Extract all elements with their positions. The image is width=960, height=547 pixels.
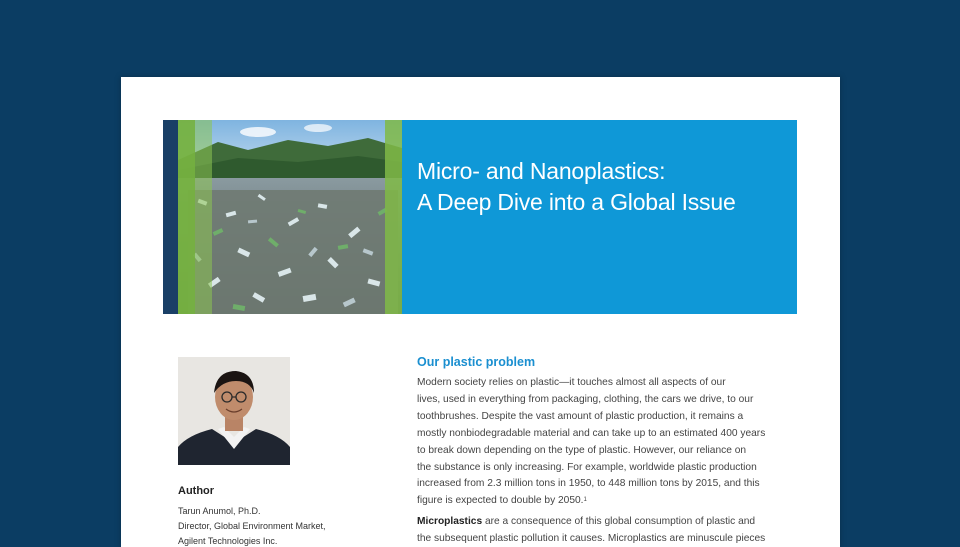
paragraph-line: increased from 2.3 million tons in 1950, to 448 million tons by 2015, and this [417,478,760,490]
footnote-marker: 1 [583,497,587,504]
banner-green-stripe [195,120,212,314]
paragraph-plastic-problem [417,375,799,510]
author-photo [178,357,290,465]
title-banner [163,120,797,314]
document-title [417,156,736,218]
paragraph-line: mostly nonbiodegradable material and can take up to an estimated 400 years [417,427,766,439]
author-role: Director, Global Environment Market, [178,521,326,531]
paragraph-line: lives, used in everything from packaging, clothing, the cars we drive, to our [417,393,754,405]
title-line-1: Micro- and Nanoplastics: [417,158,666,184]
paragraph-line [417,493,799,510]
paragraph-line-text: are a consequence of this global consumption of plastic and [482,516,756,527]
paragraph-microplastics [417,514,799,547]
paragraph-line: to break down depending on the type of plastic. However, our reliance on [417,444,747,456]
author-name: Tarun Anumol, Ph.D. [178,506,261,516]
banner-green-stripe [178,120,195,314]
author-organization: Agilent Technologies Inc. [178,536,278,546]
banner-navy-strip [163,120,178,314]
bold-term: Microplastics [417,516,483,527]
author-label: Author [178,485,215,497]
paragraph-line: the subsequent plastic pollution it causes. Microplastics are minuscule pieces [417,532,766,544]
paragraph-line: the substance is only increasing. For example, worldwide plastic production [417,461,757,473]
paragraph-line: toothbrushes. Despite the vast amount of plastic production, it remains a [417,410,744,422]
paragraph-line: Modern society relies on plastic—it touches almost all aspects of our [417,377,726,388]
section-heading: Our plastic problem [417,355,536,369]
banner-green-stripe [385,120,402,314]
paragraph-line-text: figure is expected to double by 2050. [417,495,584,507]
paragraph-line [417,514,799,531]
document-page [121,77,840,547]
title-line-2: A Deep Dive into a Global Issue [417,189,736,215]
